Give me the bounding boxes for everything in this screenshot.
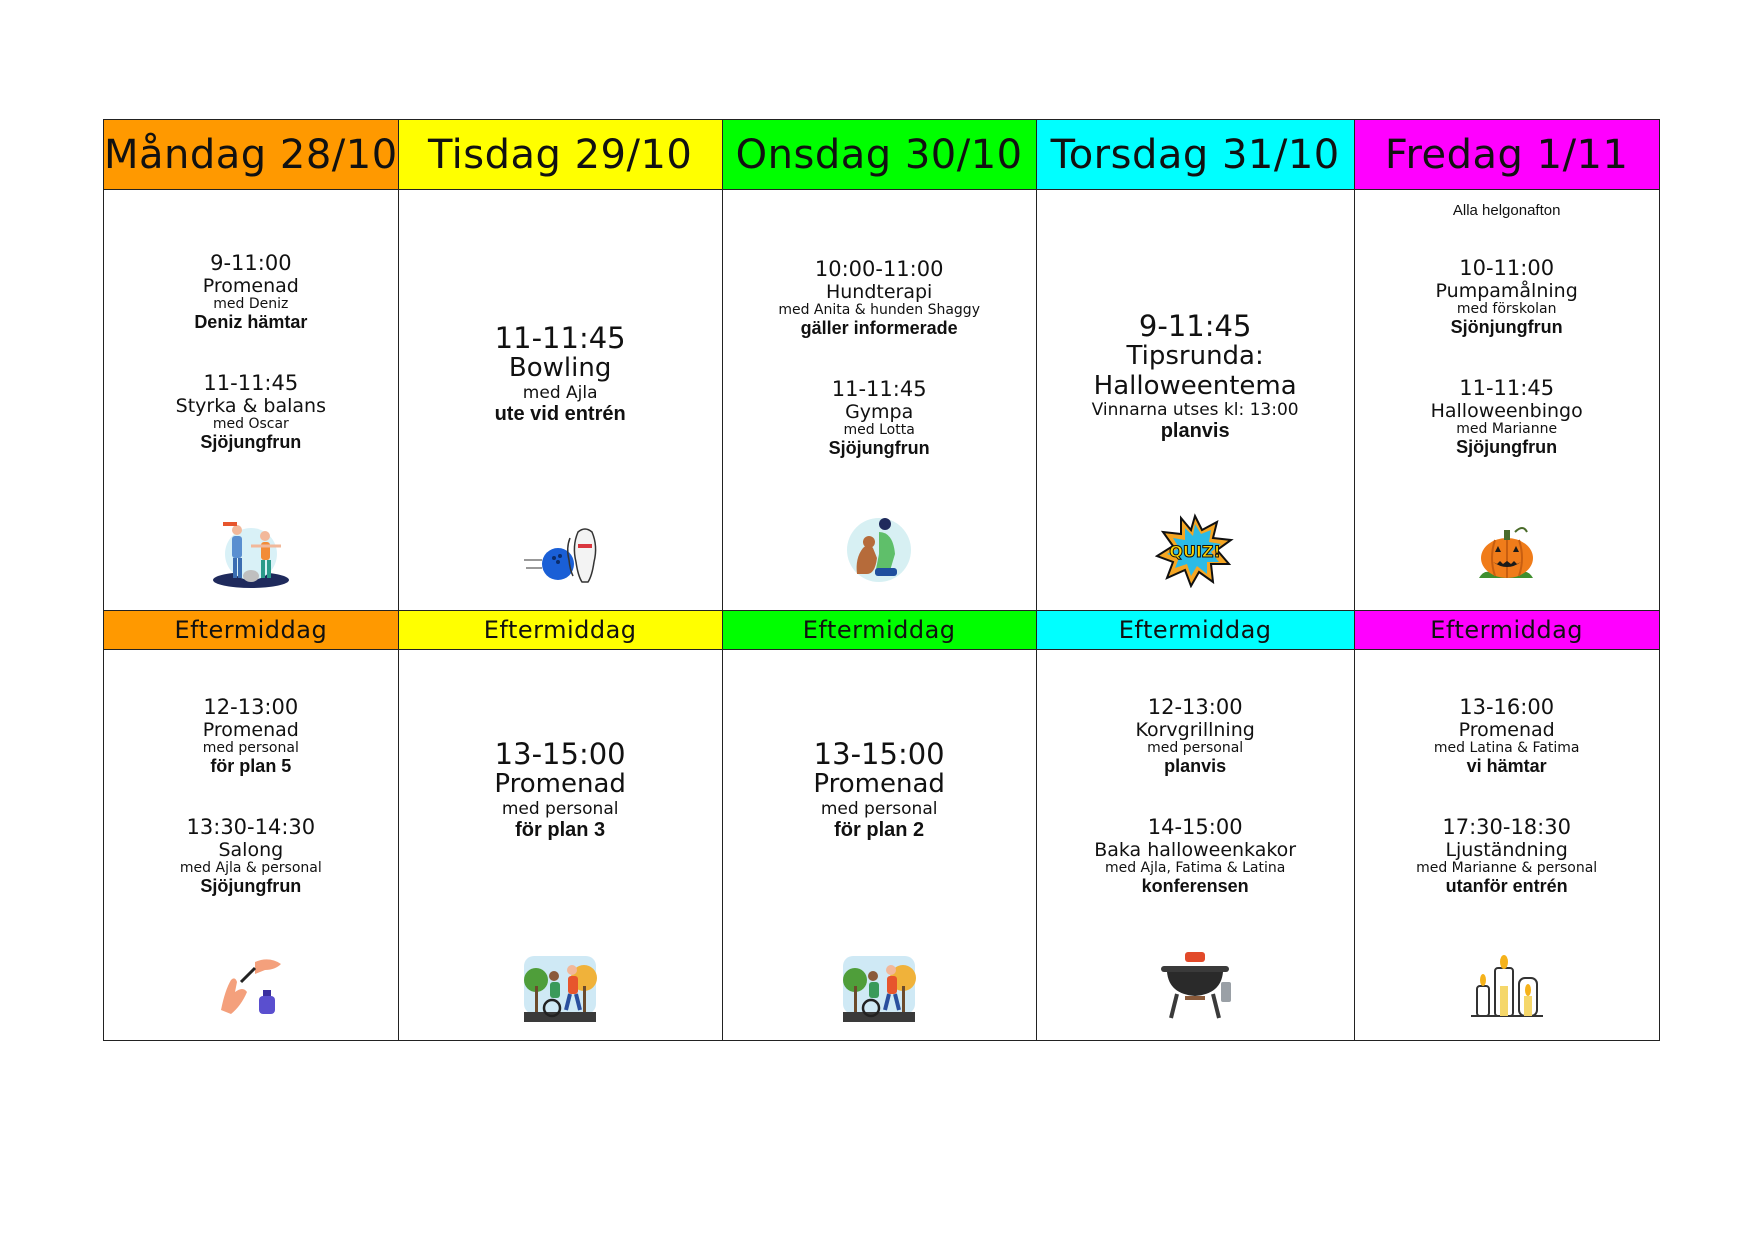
day-header-tue: Tisdag 29/10 [398, 120, 722, 190]
activity-time: 10:00-11:00 [814, 257, 944, 281]
activity-time: 11-11:45 [494, 321, 626, 355]
bowling-icon [520, 514, 600, 590]
activity [399, 738, 722, 841]
afternoon-row [104, 650, 1660, 1041]
activity-time: 9-11:00 [210, 251, 292, 275]
activity-title: Gympa [845, 400, 914, 423]
activity-place: Sjöjungfrun [200, 876, 302, 897]
activity-place: för plan 2 [834, 818, 925, 841]
afternoon-label-thu: Eftermiddag [1036, 611, 1354, 650]
pumpkin-icon [1467, 514, 1547, 590]
activity-place: utanför entrén [1445, 876, 1568, 897]
activity-with: med Ajla, Fatima & Latina [1104, 859, 1286, 876]
activity-place: planvis [1164, 756, 1227, 777]
activity-place: Sjöjungfrun [1456, 437, 1558, 458]
activity-place: ute vid entrén [494, 402, 626, 425]
activity-title: Hundterapi [825, 280, 933, 303]
activity-time: 17:30-18:30 [1442, 815, 1571, 839]
activity-place: konferensen [1141, 876, 1249, 897]
afternoon-cell-tue [398, 650, 722, 1041]
walk-park-icon [839, 950, 919, 1026]
activity-with: med Marianne [1456, 420, 1558, 437]
afternoon-label-fri: Eftermiddag [1354, 611, 1659, 650]
activity-title: Baka halloweenkakor [1094, 838, 1297, 861]
activity-title: Bowling [508, 353, 612, 384]
activity-title: Ljuständning [1445, 838, 1568, 861]
grill-icon [1155, 946, 1235, 1022]
activity [723, 378, 1036, 459]
activity-with: med Lotta [843, 421, 915, 438]
activity [1037, 696, 1354, 777]
day-header-mon: Måndag 28/10 [104, 120, 399, 190]
activity-title: Promenad [494, 769, 626, 800]
afternoon-cell-mon [104, 650, 399, 1041]
activity-title: Salong [218, 838, 284, 861]
activity-time: 11-11:45 [831, 377, 927, 401]
activity-with: med Latina & Fatima [1433, 739, 1580, 756]
afternoon-band-row [104, 611, 1660, 650]
afternoon-cell-thu [1036, 650, 1354, 1041]
activity-time: 13:30-14:30 [186, 815, 316, 839]
activity [104, 816, 398, 897]
activity-with: med personal [1147, 739, 1244, 756]
fitness-icon [211, 514, 291, 590]
activity-place: för plan 3 [515, 818, 606, 841]
activity-place: Sjöjungfrun [200, 432, 302, 453]
weekly-schedule [103, 119, 1660, 1041]
activity-time: 11-11:45 [203, 371, 299, 395]
activity [399, 322, 722, 425]
activity [104, 252, 398, 333]
activity-with: Vinnarna utses kl: 13:00 [1091, 399, 1299, 420]
afternoon-label-mon: Eftermiddag [104, 611, 399, 650]
morning-cell-thu [1036, 190, 1354, 611]
activity-time: 13-16:00 [1459, 695, 1555, 719]
activity-title: Promenad [1458, 718, 1555, 741]
day-header-thu: Torsdag 31/10 [1036, 120, 1354, 190]
morning-cell-wed [722, 190, 1036, 611]
activity-title: Tipsrunda: [1126, 341, 1264, 372]
activity-time: 13-15:00 [813, 737, 945, 771]
activity [1355, 696, 1659, 777]
activity-place: planvis [1160, 419, 1230, 442]
activity-time: 14-15:00 [1147, 815, 1243, 839]
activity [1355, 816, 1659, 897]
activity [104, 696, 398, 777]
activity-with: med Ajla [522, 382, 598, 403]
activity-with: med personal [202, 739, 299, 756]
day-header-wed: Onsdag 30/10 [722, 120, 1036, 190]
activity [1037, 816, 1354, 897]
activity-title: Promenad [202, 274, 299, 297]
activity-with: med personal [820, 798, 938, 819]
activity [1037, 310, 1354, 442]
day-header-row [104, 120, 1660, 190]
activity-time: 13-15:00 [494, 737, 626, 771]
candles-icon [1467, 946, 1547, 1022]
afternoon-cell-wed [722, 650, 1036, 1041]
activity-with: med Oscar [212, 415, 289, 432]
activity [1355, 377, 1659, 458]
activity-time: 9-11:45 [1138, 309, 1252, 343]
activity [104, 372, 398, 453]
activity-place: för plan 5 [210, 756, 292, 777]
activity-with: med förskolan [1456, 300, 1557, 317]
activity-time: 11-11:45 [1459, 376, 1555, 400]
activity-title: Promenad [202, 718, 299, 741]
day-header-fri: Fredag 1/11 [1354, 120, 1659, 190]
activity-place: Deniz hämtar [194, 312, 308, 333]
afternoon-label-tue: Eftermiddag [398, 611, 722, 650]
friday-note: Alla helgonafton [1452, 202, 1561, 219]
activity-place: vi hämtar [1466, 756, 1547, 777]
nail-salon-icon [211, 950, 291, 1026]
quiz-label: QUIZ! [1169, 542, 1221, 561]
activity-title: Pumpamålning [1435, 279, 1578, 302]
activity-title-line2: Halloweentema [1093, 370, 1297, 401]
activity-with: med Ajla & personal [179, 859, 322, 876]
activity-with: med personal [501, 798, 619, 819]
activity-title: Halloweenbingo [1430, 399, 1583, 422]
morning-cell-mon [104, 190, 399, 611]
activity-place: Sjöjungfrun [828, 438, 930, 459]
activity-with: med Deniz [213, 295, 289, 312]
activity-place: gäller informerade [800, 318, 958, 339]
activity-title: Styrka & balans [175, 394, 326, 417]
activity-with: med Marianne & personal [1416, 859, 1598, 876]
afternoon-cell-fri [1354, 650, 1659, 1041]
activity-title: Korvgrillning [1135, 718, 1255, 741]
activity [723, 738, 1036, 841]
activity [1355, 257, 1659, 338]
morning-cell-fri [1354, 190, 1659, 611]
activity [723, 258, 1036, 339]
activity-time: 12-13:00 [203, 695, 299, 719]
walk-park-icon [520, 950, 600, 1026]
dog-therapy-icon [839, 510, 919, 586]
afternoon-label-wed: Eftermiddag [722, 611, 1036, 650]
activity-title: Promenad [813, 769, 945, 800]
morning-cell-tue [398, 190, 722, 611]
activity-time: 12-13:00 [1147, 695, 1243, 719]
activity-with: med Anita & hunden Shaggy [778, 301, 980, 318]
morning-row [104, 190, 1660, 611]
activity-time: 10-11:00 [1459, 256, 1555, 280]
activity-place: Sjönjungfrun [1450, 317, 1563, 338]
quiz-icon [1155, 512, 1235, 588]
